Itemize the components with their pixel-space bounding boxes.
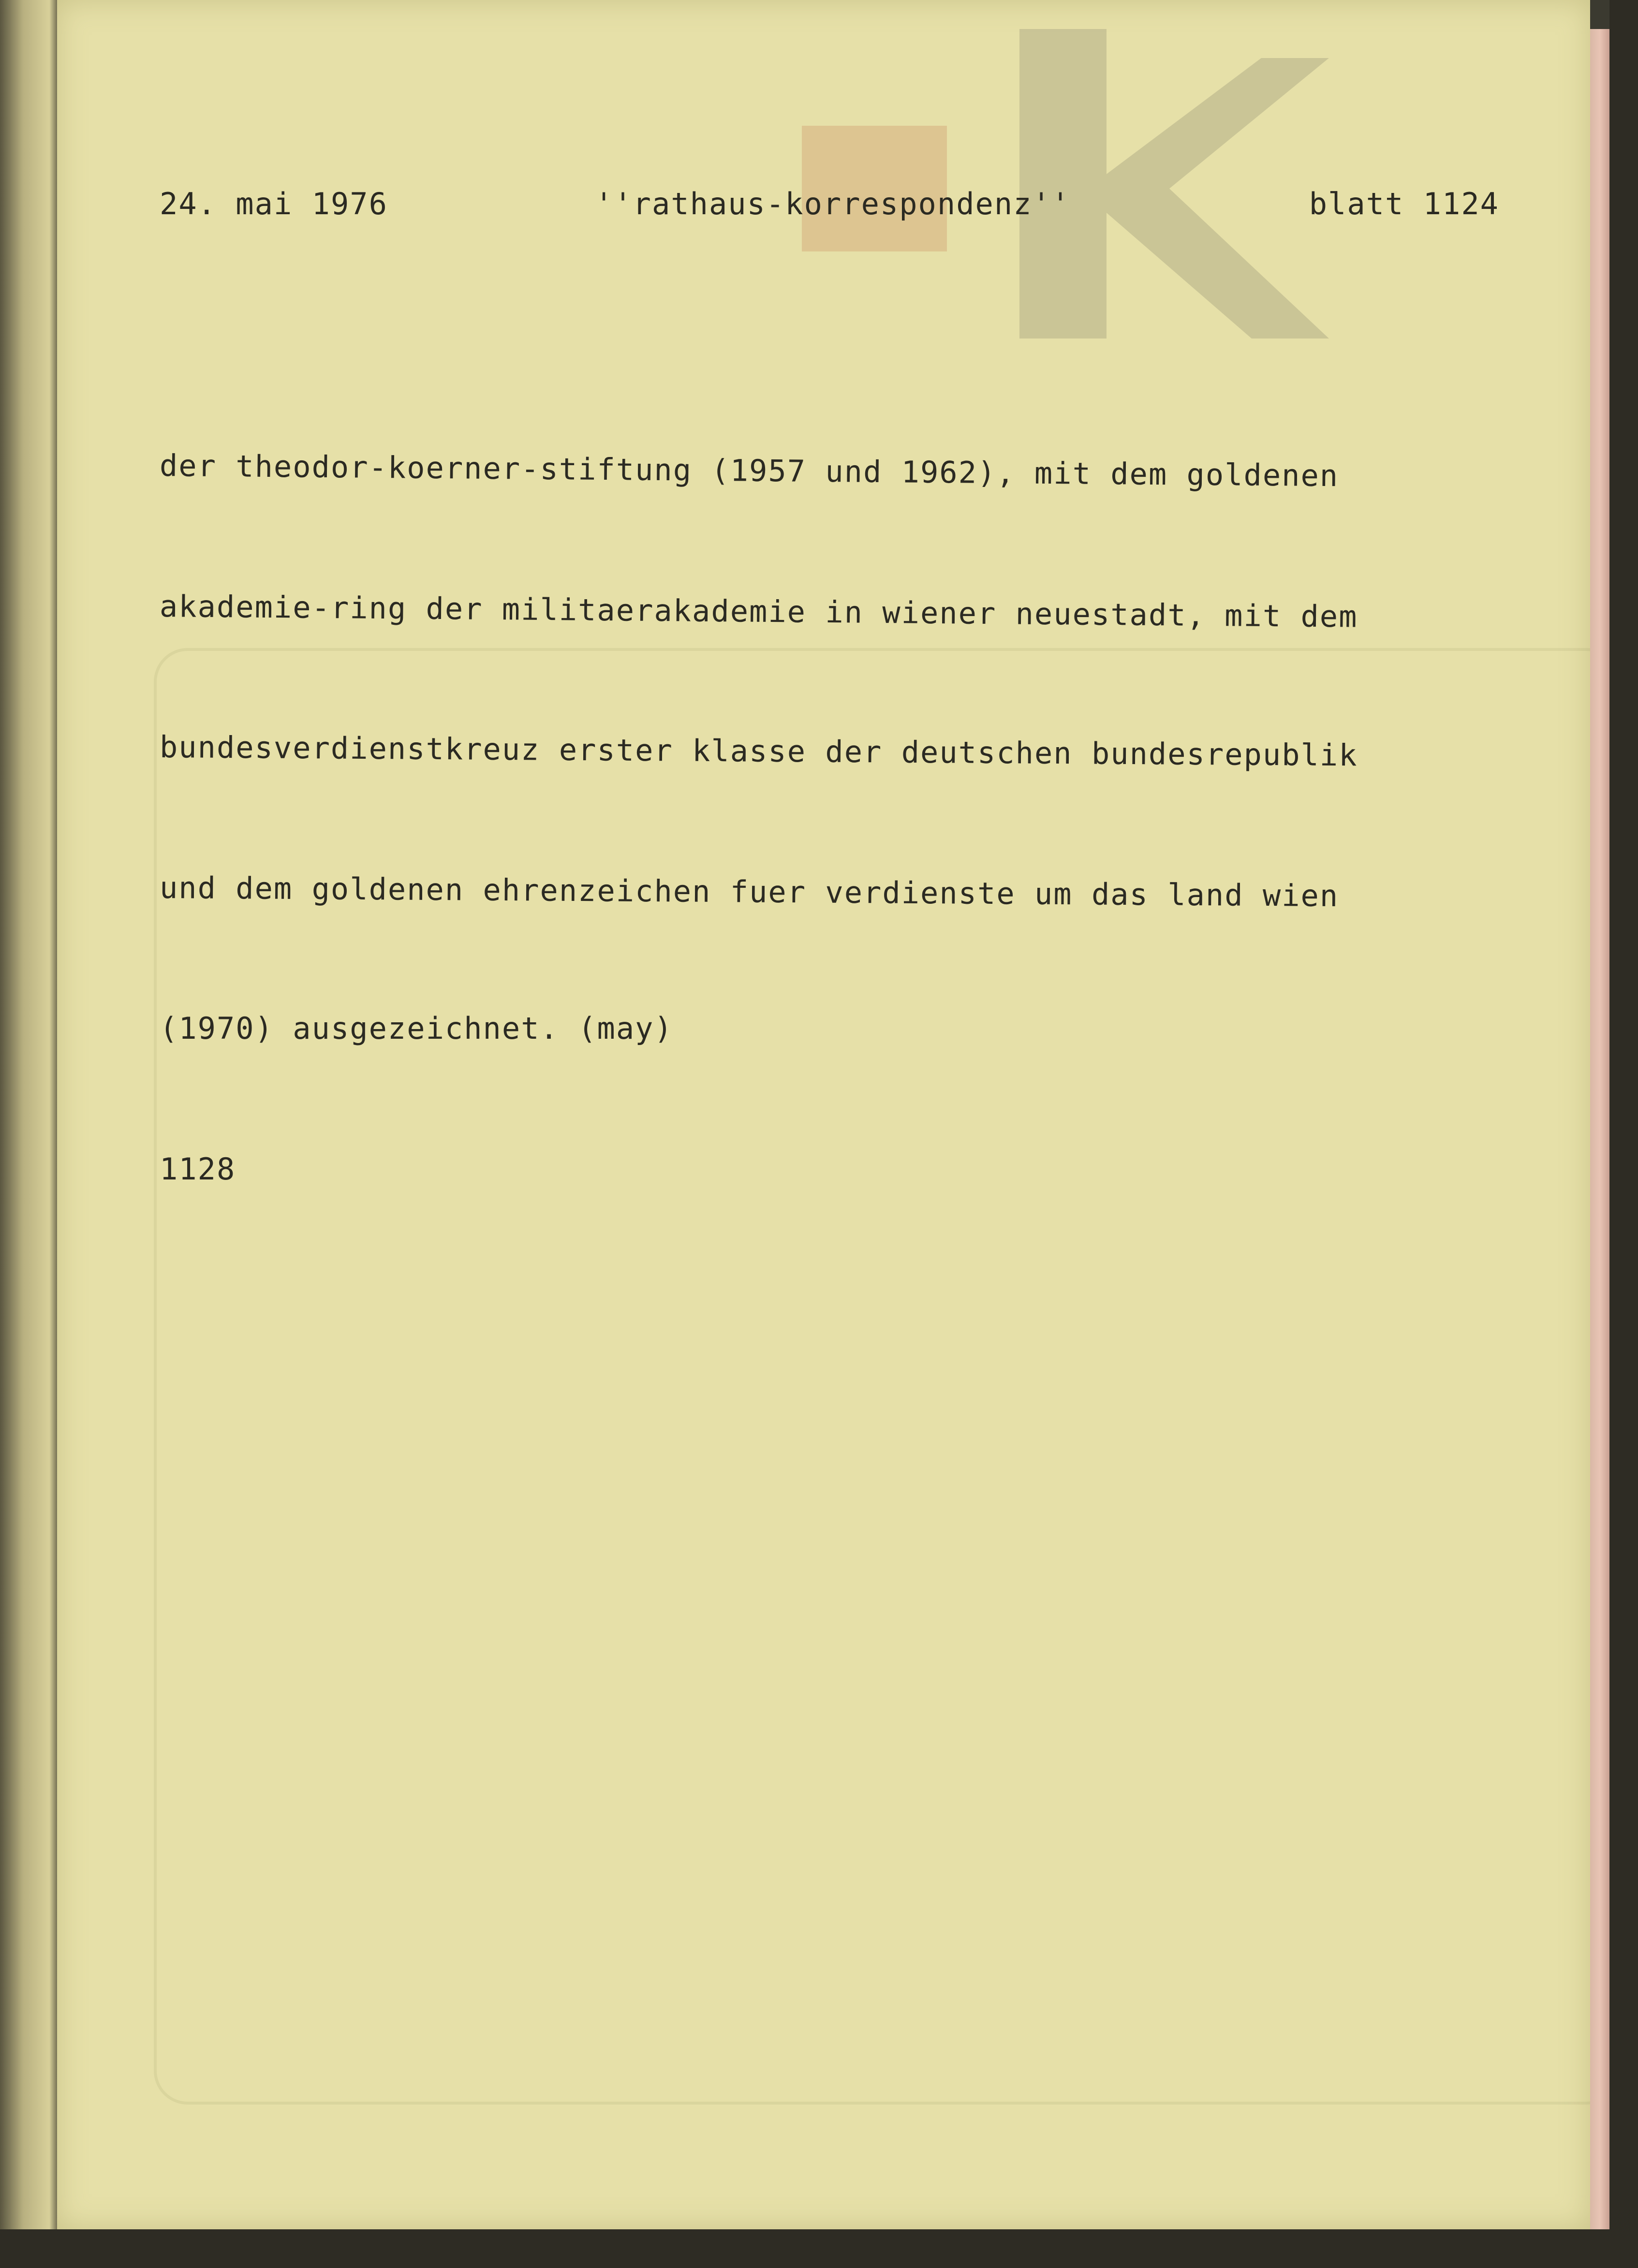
background-bottom: [0, 2229, 1638, 2268]
page-stack-edge: [1590, 29, 1609, 2234]
header-sheet-number: blatt 1124: [1309, 186, 1499, 221]
background-right: [1609, 0, 1638, 2268]
left-page-edge: [0, 0, 58, 2268]
header-title: ''rathaus-korrespondenz'': [595, 186, 1071, 221]
body-line: bundesverdienstkreuz erster klasse der deutschen bundesrepublik: [159, 729, 1358, 773]
header-date: 24. mai 1976: [160, 186, 388, 221]
body-line: 1128: [160, 1151, 236, 1187]
body-text: [160, 348, 1358, 1239]
body-line: der theodor-koerner-stiftung (1957 und 1962), mit dem goldenen: [159, 448, 1339, 494]
body-line: (1970) ausgezeichnet. (may): [160, 1011, 673, 1046]
body-line: und dem goldenen ehrenzeichen fuer verdienste um das land wien: [159, 870, 1339, 914]
bleed-through-logo: [802, 29, 1334, 339]
body-line: akademie-ring der militaerakademie in wiener neuestadt, mit dem: [159, 589, 1358, 634]
